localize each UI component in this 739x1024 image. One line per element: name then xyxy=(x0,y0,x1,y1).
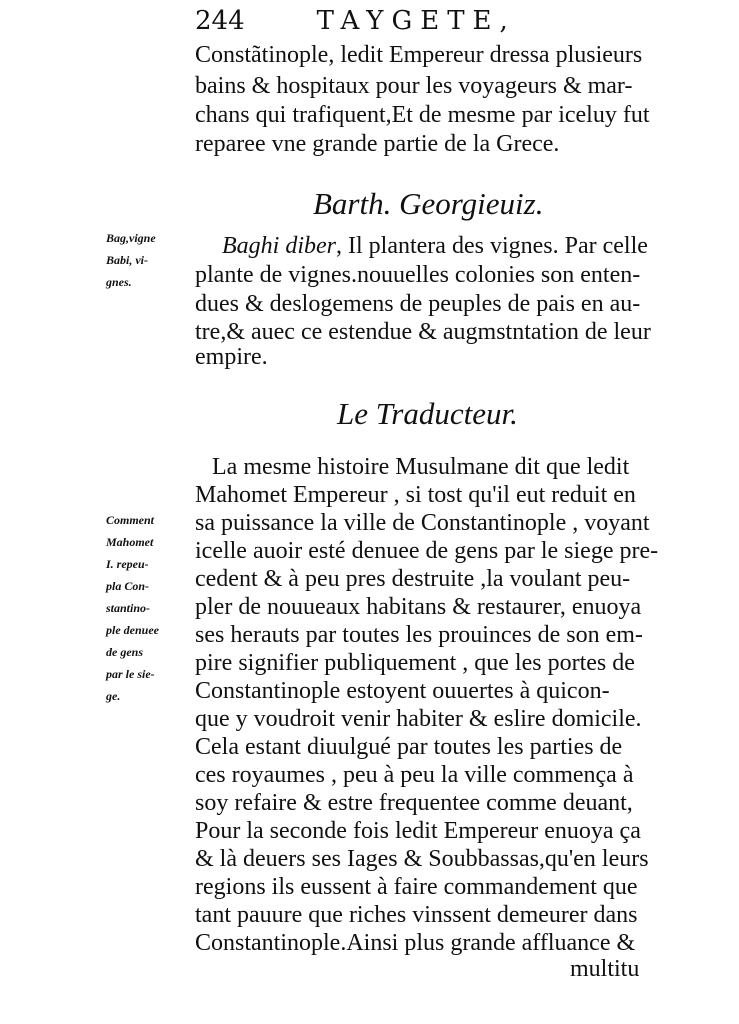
text-line: cedent & à peu pres destruite ,la voulant peu- xyxy=(195,566,631,592)
margin-note-line: I. repeu- xyxy=(106,557,149,571)
text-line: dues & deslogemens de peuples de pais en au- xyxy=(195,291,641,317)
text-line: Constantinople estoyent ouuertes à quicon- xyxy=(195,678,610,704)
text-line: sa puissance la ville de Constantinople , voyant xyxy=(195,510,650,536)
margin-note-line: Mahomet xyxy=(106,535,154,549)
text-line: Mahomet Empereur , si tost qu'il eut reduit en xyxy=(195,482,636,508)
text-line: bains & hospitaux pour les voyageurs & mar- xyxy=(195,73,633,99)
text-line: ses herauts par toutes les prouinces de son em- xyxy=(195,622,643,648)
section-heading: Barth. Georgieuiz. xyxy=(313,186,544,221)
text-line: Cela estant diuulgué par toutes les parties de xyxy=(195,734,623,760)
text-line: tre,& auec ce estendue & augmstntation de leur xyxy=(195,319,651,345)
text-line: ces royaumes , peu à peu la ville commença à xyxy=(195,762,634,788)
margin-note-line: ge. xyxy=(106,689,121,703)
text-line: & là deuers ses Iages & Soubbassas,qu'en leurs xyxy=(195,846,649,872)
text-line: Constãtinople, ledit Empereur dressa plusieurs xyxy=(195,42,643,68)
margin-note-line: Bag,vigne xyxy=(106,231,156,245)
margin-note-line: gnes. xyxy=(106,275,132,289)
text-line: reparee vne grande partie de la Grece. xyxy=(195,131,560,157)
margin-note-line: stantino- xyxy=(106,601,151,615)
section-heading: Le Traducteur. xyxy=(337,396,518,431)
margin-note-line: de gens xyxy=(106,645,143,659)
text-line: Pour la seconde fois ledit Empereur enuoya ça xyxy=(195,818,641,844)
text-line xyxy=(222,232,648,260)
text-line: La mesme histoire Musulmane dit que ledit xyxy=(212,454,630,480)
text-line: empire. xyxy=(195,344,268,370)
margin-note-line: pla Con- xyxy=(106,579,150,593)
text-line: regions ils eussent à faire commandement que xyxy=(195,874,638,900)
text-line: plante de vignes.nouuelles colonies son enten- xyxy=(195,262,641,288)
turkish-phrase: Baghi diber xyxy=(222,233,336,259)
text-line: soy refaire & estre frequentee comme deuant, xyxy=(195,790,633,816)
margin-note-line: Comment xyxy=(106,513,155,527)
text-line: icelle auoir esté denuee de gens par le siege pre- xyxy=(195,538,659,564)
text-line: Constantinople.Ainsi plus grande affluance & xyxy=(195,930,636,956)
page-number: 244 xyxy=(195,6,245,36)
text-fragment: , Il plantera des vignes. Par celle xyxy=(336,233,648,259)
running-head xyxy=(195,6,516,36)
text-line: chans qui trafiquent,Et de mesme par iceluy fut xyxy=(195,102,650,128)
running-title: TAYGETE, xyxy=(316,6,516,36)
catchword: multitu xyxy=(570,956,640,982)
text-line: pler de nouueaux habitans & restaurer, enuoya xyxy=(195,594,642,620)
text-line: que y voudroit venir habiter & eslire domicile. xyxy=(195,706,642,732)
text-line: tant pauure que riches vinssent demeurer dans xyxy=(195,902,638,928)
margin-note-line: ple denuee xyxy=(106,623,159,637)
text-line: pire signifier publiquement , que les portes de xyxy=(195,650,635,676)
margin-note-line: Babi, vi- xyxy=(106,253,148,267)
margin-note-line: par le sie- xyxy=(106,667,155,681)
